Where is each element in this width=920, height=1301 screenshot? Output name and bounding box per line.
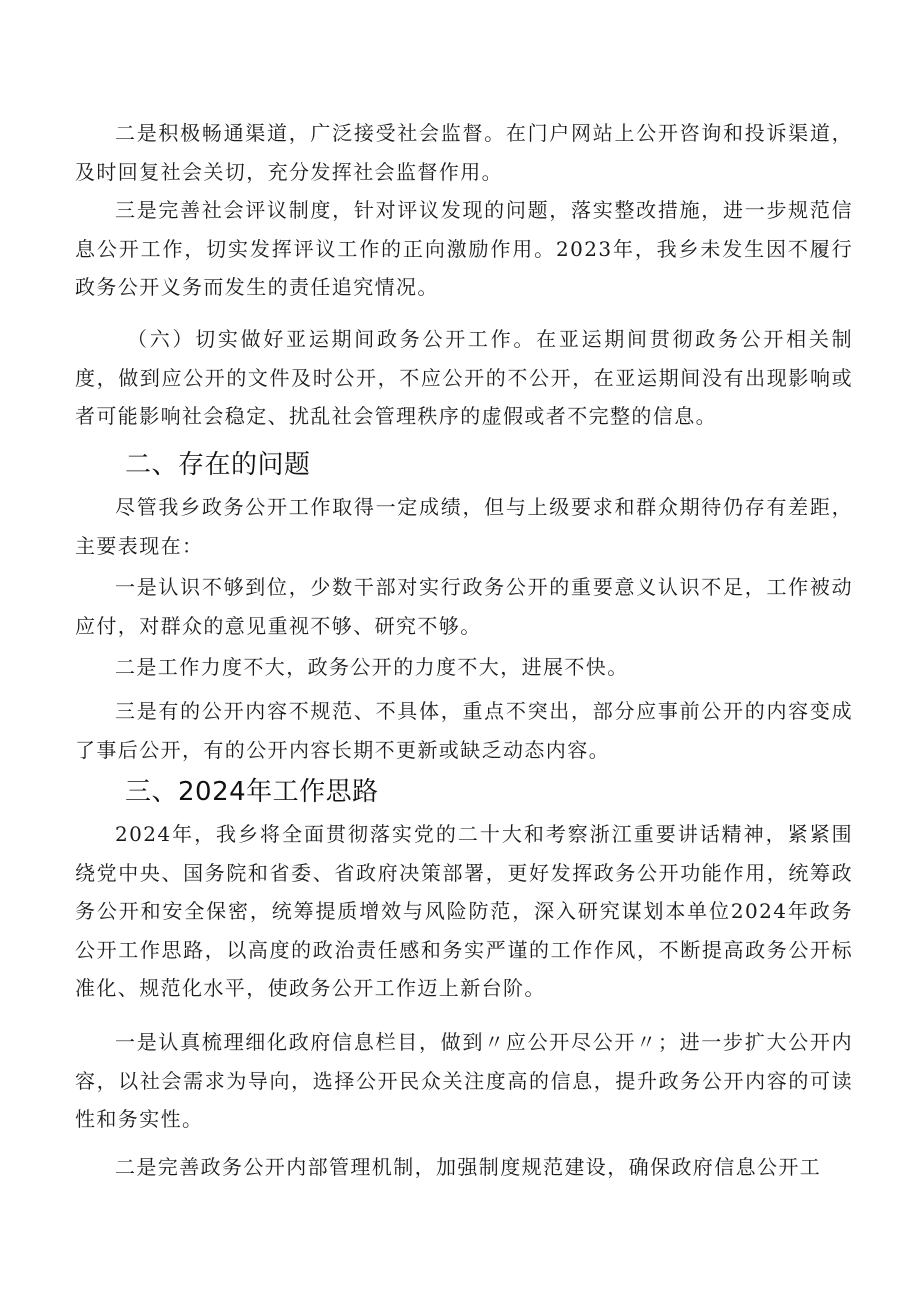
paragraph-2024-overview: 2024年，我乡将全面贯彻落实党的二十大和考察浙江重要讲话精神，紧紧围绕党中央、国务院和省委、省政府决策部署，更好发挥政务公开功能作用，统筹政务公开和安全保密，统筹提质增效与风险防范，深入研究谋划本单位2024年政务公开工作思路，以高度的政治责任感和务实严谨的工作作风，不断提高政务公开标准化、规范化水平，使政务公开工作迈上新台阶。 xyxy=(75,822,853,1000)
paragraph-problem-effort: 二是工作力度不大，政务公开的力度不大，进展不快。 xyxy=(115,655,629,679)
paragraph-problems-intro: 尽管我乡政务公开工作取得一定成绩，但与上级要求和群众期待仍存有差距，主要表现在： xyxy=(75,495,853,558)
paragraph-problem-content: 三是有的公开内容不规范、不具体，重点不突出，部分应事前公开的内容变成了事后公开，有的公开内容长期不更新或缺乏动态内容。 xyxy=(75,699,853,762)
paragraph-supervision-channels: 二是积极畅通渠道，广泛接受社会监督。在门户网站上公开咨询和投诉渠道，及时回复社会关切，充分发挥社会监督作用。 xyxy=(75,121,853,184)
paragraph-plan-info-columns: 一是认真梳理细化政府信息栏目，做到〃应公开尽公开〃；进一步扩大公开内容，以社会需求为导向，选择公开民众关注度高的信息，提升政务公开内容的可读性和务实性。 xyxy=(75,1030,853,1131)
paragraph-problem-awareness: 一是认识不够到位，少数干部对实行政务公开的重要意义认识不足，工作被动应付，对群众的意见重视不够、研究不够。 xyxy=(75,575,853,638)
paragraph-asian-games-disclosure: （六）切实做好亚运期间政务公开工作。在亚运期间贯彻政务公开相关制度，做到应公开的文件及时公开，不应公开的不公开，在亚运期间没有出现影响或者可能影响社会稳定、扰乱社会管理秩序的虚假或者不完整的信息。 xyxy=(75,327,853,428)
section-heading-existing-problems: 二、存在的问题 xyxy=(125,450,311,480)
section-heading-2024-work-plan: 三、2024年工作思路 xyxy=(125,777,379,807)
paragraph-social-evaluation: 三是完善社会评议制度，针对评议发现的问题，落实整改措施，进一步规范信息公开工作，切实发挥评议工作的正向激励作用。2023年，我乡未发生因不履行政务公开义务而发生的责任追究情况。 xyxy=(75,198,853,299)
paragraph-plan-internal-management: 二是完善政务公开内部管理机制，加强制度规范建设，确保政府信息公开工 xyxy=(115,1155,822,1179)
